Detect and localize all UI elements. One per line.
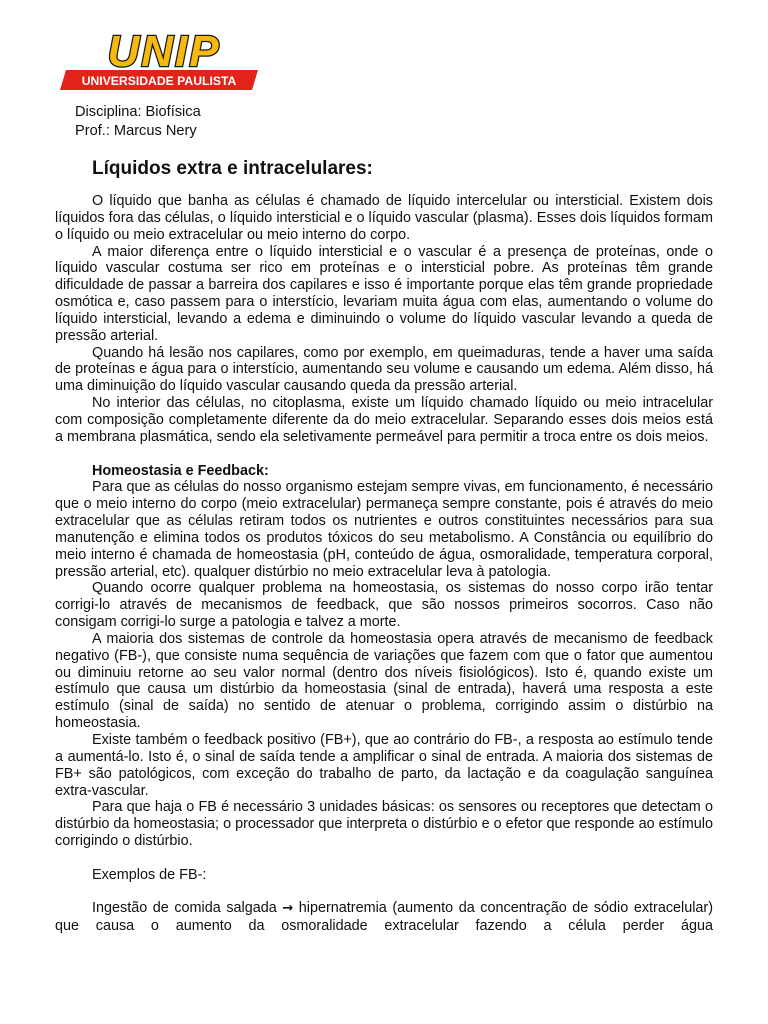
example-cause: Ingestão de comida salgada <box>92 900 277 917</box>
unip-logo <box>60 26 260 94</box>
document-body <box>55 193 713 935</box>
spacer <box>55 446 713 463</box>
professor-label: Prof.: Marcus Nery <box>75 123 197 139</box>
example-effect: hipernatremia (aumento da concentração de sódio extracelular) que causa o aumento da osmoralidade extracelular fazendo a célula perder água <box>55 900 714 935</box>
discipline-label: Disciplina: Biofísica <box>75 104 201 120</box>
page-title: Líquidos extra e intracelulares: <box>92 158 373 179</box>
document-header <box>75 103 201 141</box>
paragraph: Quando ocorre qualquer problema na homeostasia, os sistemas do nosso corpo irão tentar corrigi-lo através de mecanismos de feedback, que são nossos primeiros socorros. Caso não consigam corrigi-lo surge a patologia e talvez a morte. <box>55 580 713 631</box>
logo-wordmark: UNIP <box>107 27 221 76</box>
arrow-right-icon: → <box>282 901 294 917</box>
paragraph: Para que haja o FB é necessário 3 unidades básicas: os sensores ou receptores que detectam o distúrbio da homeostasia; o processador que interpreta o distúrbio e o efetor que responde ao estímulo corrigindo o distúrbio. <box>55 799 713 850</box>
paragraph: A maior diferença entre o líquido intersticial e o vascular é a presença de proteínas, onde o líquido vascular costuma ser rico em proteínas e o intersticial pobre. As proteínas têm grande dificuldade de passar a barreira dos capilares e isso é importante porque elas têm grande propriedade osmótica e, caso passem para o interstício, levariam muita água com elas, aumentando o volume do líquido intersticial, levando a edema e diminuindo o volume do líquido vascular levando a queda de pressão arterial. <box>55 243 713 344</box>
unip-logo-graphic <box>60 26 260 94</box>
paragraph: Para que as células do nosso organismo estejam sempre vivas, em funcionamento, é necessário que o meio interno do corpo (meio extracelular) permaneça sempre constante, pois é através do meio extracelular que as células retiram todos os nutrientes e outros constituintes necessários para sua manutenção e elimina todos os produtos tóxicos do seu metabolismo. A Constância ou equilíbrio do meio interno é chamada de homeostasia (pH, conteúdo de água, osmoralidade, temperatura corporal, pressão arterial, etc). qualquer distúrbio no meio extracelular leva à patologia. <box>55 479 713 580</box>
paragraph: Quando há lesão nos capilares, como por exemplo, em queimaduras, tende a haver uma saída de proteínas e água para o interstício, aumentando seu volume e causando um edema. Além disso, há uma diminuição do líquido vascular causando queda da pressão arterial. <box>55 344 713 395</box>
spacer <box>55 884 713 901</box>
paragraph: A maioria dos sistemas de controle da homeostasia opera através de mecanismo de feedback negativo (FB-), que consiste numa sequência de variações que fazem com que o fator que aumentou ou diminuiu retorne ao seu valor normal (dentro dos níveis fisiológicos). Isto é, quando existe um estímulo que causa um distúrbio da homeostasia (sinal de entrada), haverá uma resposta a este estímulo (sinal de saída) no sentido de atenuar o problema, corrigindo assim o distúrbio na homeostasia. <box>55 630 713 732</box>
paragraph: O líquido que banha as células é chamado de líquido intercelular ou intersticial. Existem dois líquidos fora das células, o líquido intersticial e o líquido vascular (plasma). Esses dois líquidos formam o líquido ou meio extracelular ou meio interno do corpo. <box>55 193 713 243</box>
example-paragraph <box>55 900 713 935</box>
spacer <box>55 850 713 867</box>
paragraph: No interior das células, no citoplasma, existe um líquido chamado líquido ou meio intracelular com composição completamente diferente da do meio extracelular. Separando esses dois meios está a membrana plasmática, sendo ela seletivamente permeável para permitir a troca entre os dois meios. <box>55 395 713 445</box>
section-heading: Homeostasia e Feedback: <box>92 462 269 479</box>
examples-label: Exemplos de FB-: <box>92 866 207 883</box>
paragraph: Existe também o feedback positivo (FB+), que ao contrário do FB-, a resposta ao estímulo tende a aumentá-lo. Isto é, o sinal de saída tende a amplificar o sinal de entrada. A maioria dos sistemas de FB+ são patológicos, com exceção do trabalho de parto, da lactação e da coagulação sanguínea extra-vascular. <box>55 732 713 799</box>
logo-subtitle: UNIVERSIDADE PAULISTA <box>81 74 237 88</box>
